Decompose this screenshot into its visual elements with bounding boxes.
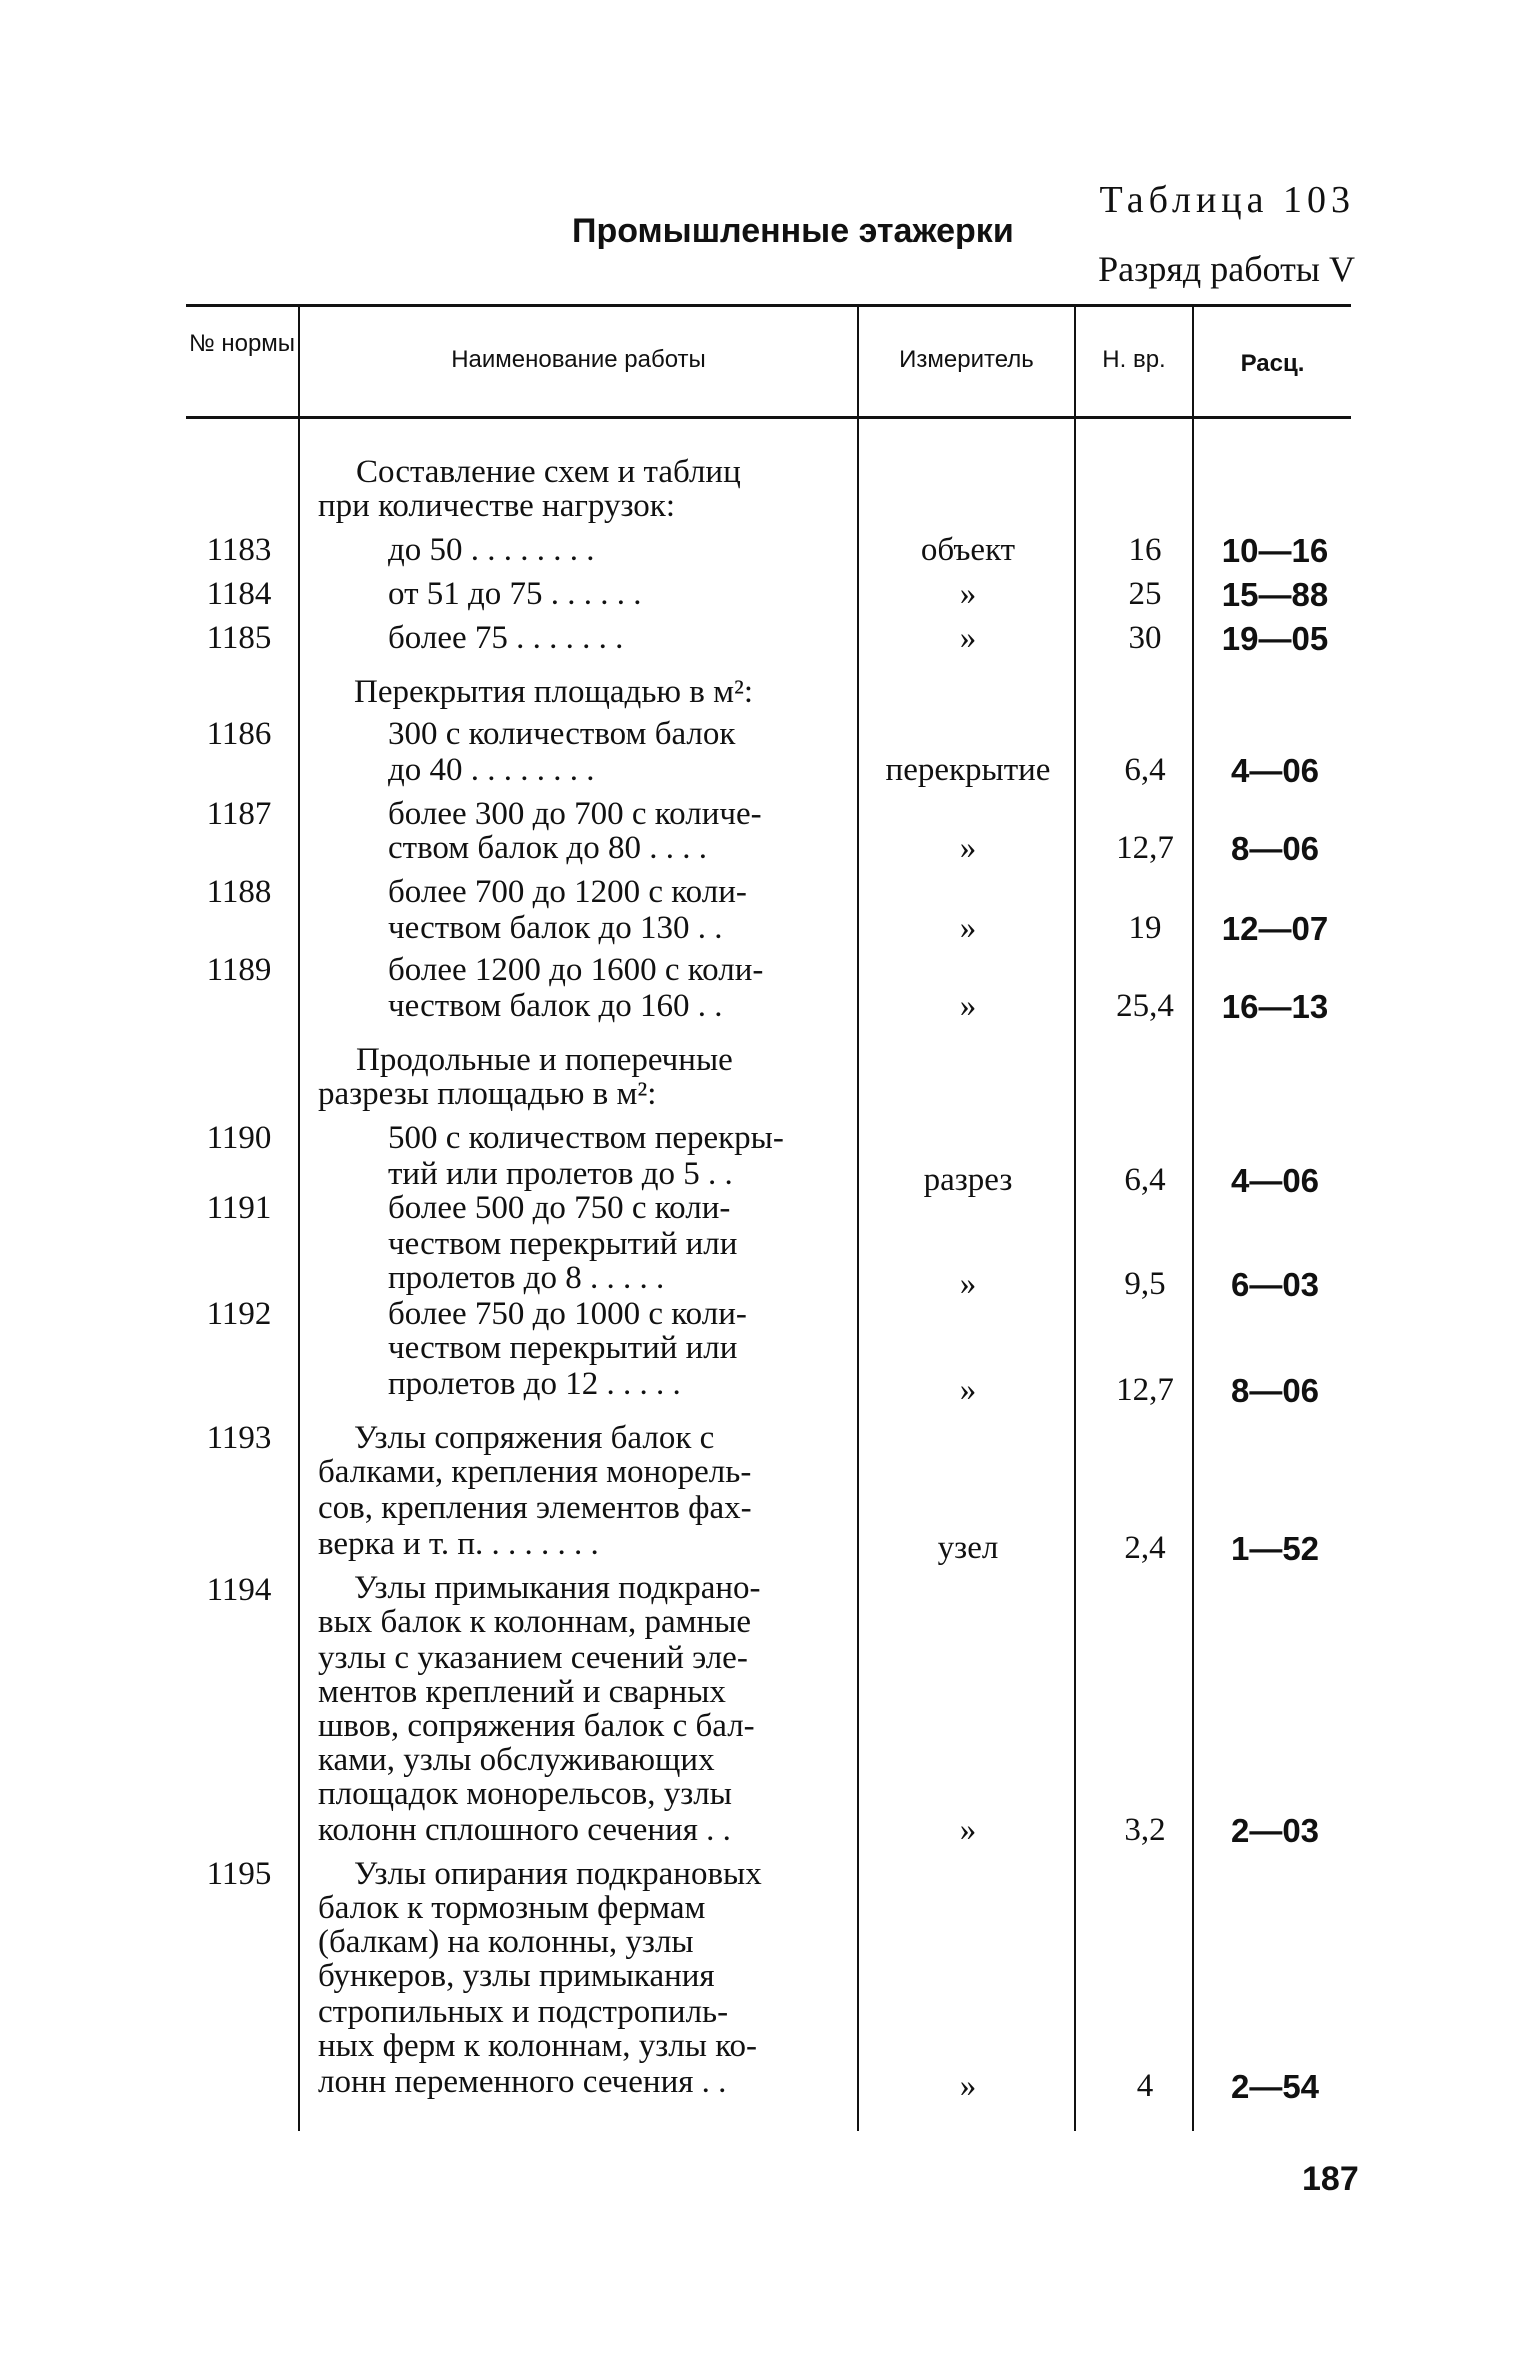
rate-cell: 1—52: [1230, 1530, 1320, 1567]
group-heading: Продольные и поперечные: [356, 1042, 733, 1078]
work-description: ных ферм к колоннам, узлы ко-: [318, 2028, 758, 2064]
time-norm-cell: 6,4: [1124, 1162, 1166, 1198]
group-heading: разрезы площадью в м²:: [318, 1076, 657, 1112]
unit-cell: объект: [920, 532, 1016, 568]
work-description: (балкам) на колонны, узлы: [318, 1924, 694, 1960]
work-description: площадок монорельсов, узлы: [318, 1776, 732, 1812]
time-norm-cell: 4: [1136, 2068, 1154, 2104]
work-description: ментов креплений и сварных: [318, 1674, 726, 1710]
work-description: колонн сплошного сечения . .: [318, 1812, 731, 1848]
norm-number: 1193: [206, 1420, 272, 1456]
norm-number: 1188: [206, 874, 272, 910]
work-description: узлы с указанием сечений эле-: [318, 1640, 748, 1676]
work-description: ством балок до 80 . . . .: [388, 830, 707, 866]
rate-cell: 8—06: [1230, 830, 1320, 867]
work-description: более 750 до 1000 с коли-: [388, 1296, 747, 1332]
unit-cell: разрез: [923, 1162, 1013, 1198]
work-description: более 75 . . . . . . .: [388, 620, 624, 656]
norm-number: 1191: [206, 1190, 272, 1226]
time-norm-cell: 30: [1128, 620, 1162, 656]
norm-number: 1184: [206, 576, 272, 612]
time-norm-cell: 6,4: [1124, 752, 1166, 788]
norm-number: 1192: [206, 1296, 272, 1332]
work-description: Узлы примыкания подкрано-: [354, 1570, 761, 1606]
work-description: лонн переменного сечения . .: [318, 2064, 727, 2100]
col-divider-3: [1074, 307, 1076, 2131]
rate-cell: 19—05: [1221, 620, 1329, 657]
time-norm-cell: 25,4: [1116, 988, 1174, 1024]
page-title: Промышленные этажерки: [572, 212, 1014, 250]
col-header-norm-no: № нормы: [188, 330, 296, 357]
unit-cell: »: [959, 830, 977, 866]
norm-number: 1189: [206, 952, 272, 988]
unit-cell: перекрытие: [885, 752, 1051, 788]
rate-cell: 4—06: [1230, 1162, 1320, 1199]
work-description: вых балок к колоннам, рамные: [318, 1604, 752, 1640]
work-description: до 50 . . . . . . . .: [388, 532, 595, 568]
norm-number: 1194: [206, 1572, 272, 1608]
page-number: 187: [1302, 2160, 1359, 2198]
header-bottom-rule: [186, 416, 1351, 419]
group-heading: при количестве нагрузок:: [318, 488, 675, 524]
rate-cell: 12—07: [1221, 910, 1329, 947]
group-heading: Перекрытия площадью в м²:: [354, 674, 754, 710]
rate-cell: 6—03: [1230, 1266, 1320, 1303]
rate-cell: 8—06: [1230, 1372, 1320, 1409]
work-description: чеством балок до 160 . .: [388, 988, 723, 1024]
work-description: балками, крепления монорель-: [318, 1454, 752, 1490]
col-header-rate: Расц.: [1240, 350, 1305, 377]
time-norm-cell: 16: [1128, 532, 1162, 568]
work-description: чеством перекрытий или: [388, 1330, 738, 1366]
work-description: тий или пролетов до 5 . .: [388, 1156, 733, 1192]
time-norm-cell: 19: [1128, 910, 1162, 946]
work-description: Узлы сопряжения балок с: [354, 1420, 715, 1456]
col-header-unit: Измеритель: [899, 346, 1034, 373]
time-norm-cell: 12,7: [1116, 1372, 1174, 1408]
work-description: более 500 до 750 с коли-: [388, 1190, 731, 1226]
norm-number: 1195: [206, 1856, 272, 1892]
work-description: швов, сопряжения балок с бал-: [318, 1708, 755, 1744]
unit-cell: »: [959, 1812, 977, 1848]
norm-number: 1187: [206, 796, 272, 832]
work-description: пролетов до 12 . . . . .: [388, 1366, 681, 1402]
rate-cell: 10—16: [1221, 532, 1329, 569]
rate-cell: 2—54: [1230, 2068, 1320, 2105]
col-divider-2: [857, 307, 859, 2131]
unit-cell: узел: [937, 1530, 999, 1566]
work-description: ками, узлы обслуживающих: [318, 1742, 715, 1778]
time-norm-cell: 12,7: [1116, 830, 1174, 866]
col-header-time-norm: Н. вр.: [1102, 346, 1166, 373]
rate-cell: 4—06: [1230, 752, 1320, 789]
work-description: до 40 . . . . . . . .: [388, 752, 595, 788]
time-norm-cell: 2,4: [1124, 1530, 1166, 1566]
unit-cell: »: [959, 620, 977, 656]
work-description: более 1200 до 1600 с коли-: [388, 952, 764, 988]
unit-cell: »: [959, 2068, 977, 2104]
rate-cell: 2—03: [1230, 1812, 1320, 1849]
norm-number: 1183: [206, 532, 272, 568]
group-heading: Составление схем и таблиц: [356, 454, 741, 490]
work-description: чеством балок до 130 . .: [388, 910, 723, 946]
unit-cell: »: [959, 576, 977, 612]
table-number: Таблица 103: [1099, 179, 1355, 221]
norm-number: 1185: [206, 620, 272, 656]
work-description: Узлы опирания подкрановых: [354, 1856, 762, 1892]
time-norm-cell: 3,2: [1124, 1812, 1166, 1848]
work-description: 500 с количеством перекры-: [388, 1120, 784, 1156]
table-top-rule: [186, 304, 1351, 307]
work-description: верка и т. п. . . . . . . .: [318, 1526, 599, 1562]
norm-number: 1190: [206, 1120, 272, 1156]
work-description: сов, крепления элементов фах-: [318, 1490, 752, 1526]
norm-number: 1186: [206, 716, 272, 752]
work-description: балок к тормозным фермам: [318, 1890, 706, 1926]
unit-cell: »: [959, 910, 977, 946]
col-header-work-name: Наименование работы: [451, 346, 706, 373]
work-grade: Разряд работы V: [1098, 249, 1355, 289]
work-description: чеством перекрытий или: [388, 1226, 738, 1262]
unit-cell: »: [959, 988, 977, 1024]
work-description: 300 с количеством балок: [388, 716, 736, 752]
work-description: бункеров, узлы примыкания: [318, 1958, 715, 1994]
col-divider-1: [298, 307, 300, 2131]
work-description: от 51 до 75 . . . . . .: [388, 576, 642, 612]
work-description: стропильных и подстропиль-: [318, 1994, 729, 2030]
rate-cell: 15—88: [1221, 576, 1329, 613]
work-description: пролетов до 8 . . . . .: [388, 1260, 665, 1296]
work-description: более 300 до 700 с количе-: [388, 796, 762, 832]
unit-cell: »: [959, 1266, 977, 1302]
time-norm-cell: 9,5: [1124, 1266, 1166, 1302]
work-description: более 700 до 1200 с коли-: [388, 874, 747, 910]
rate-cell: 16—13: [1221, 988, 1329, 1025]
time-norm-cell: 25: [1128, 576, 1162, 612]
unit-cell: »: [959, 1372, 977, 1408]
